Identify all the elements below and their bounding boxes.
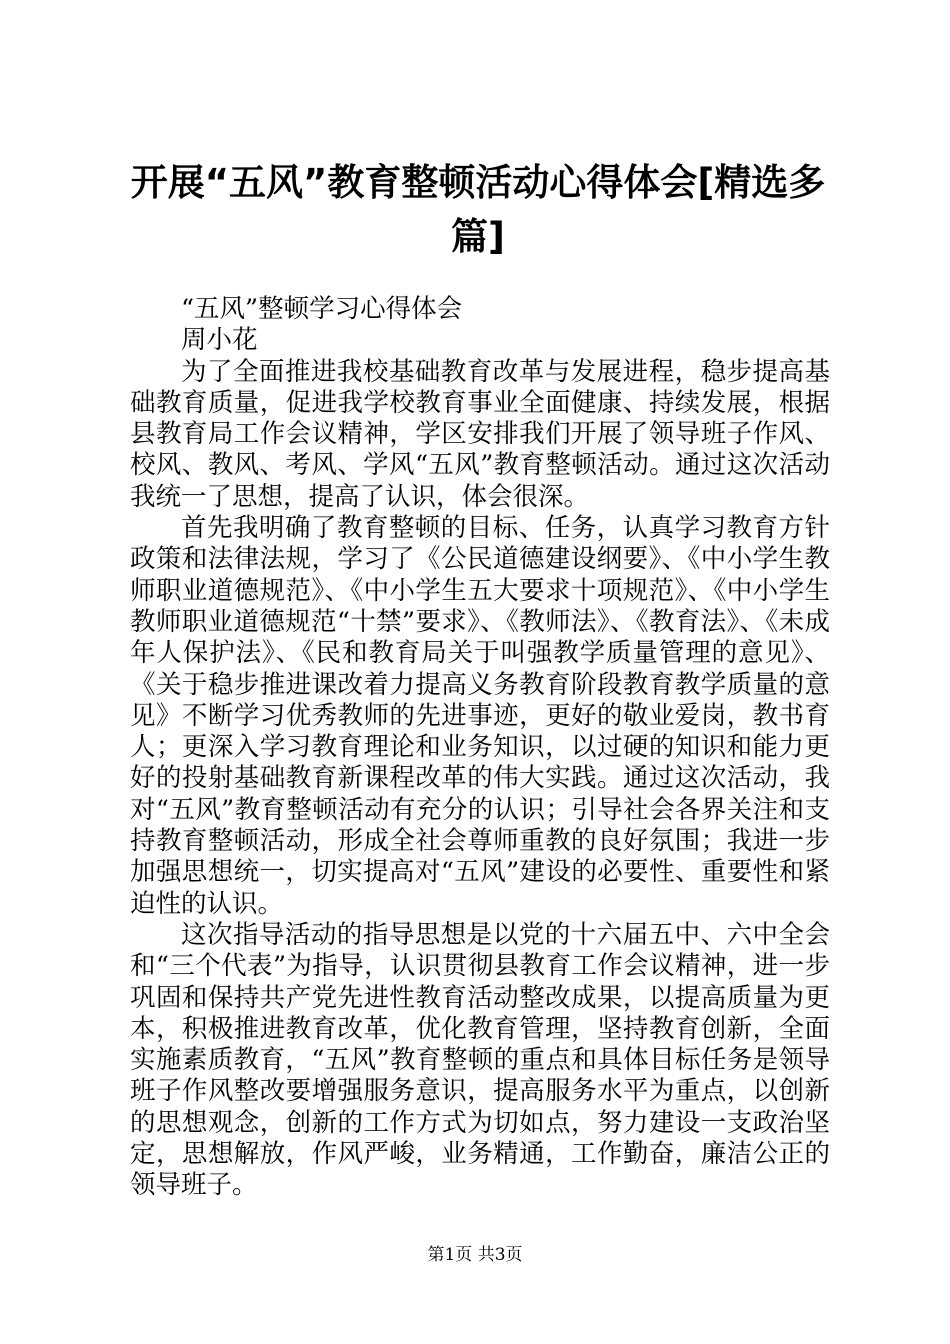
author-name: 周小花	[181, 325, 258, 356]
paragraph: 首先我明确了教育整顿的目标、任务，认真学习教育方针政策和法律法规，学习了《公民道德建设纲要》、《中小学生教师职业道德规范》、《中小学生五大要求十项规范》、《中小学生教师职业道德规范“十禁”要求》、《教师法》、《教育法》、《未成年人保护法》、《民和教育局关于叫强教学质量管理的意见》、《关于稳步推进课改着力提高义务教育阶段教育教学质量的意见》不断学习优秀教师的先进事迹，更好的敬业爱岗，教书育人；更深入学习教育理论和业务知识，以过硬的知识和能力更好的投射基础教育新课程改革的伟大实践。通过这次活动，我对“五风”教育整顿活动有充分的认识；引导社会各界关注和支持教育整顿活动，形成全社会尊师重教的良好氛围；我进一步加强思想统一，切实提高对“五风”建设的必要性、重要性和紧迫性的认识。	[130, 513, 830, 919]
paragraph: 这次指导活动的指导思想是以党的十六届五中、六中全会和“三个代表”为指导，认识贯彻县教育工作会议精神，进一步巩固和保持共产党先进性教育活动整改成果，以提高质量为更本，积极推进教育改革，优化教育管理，坚持教育创新，全面实施素质教育，“五风”教育整顿的重点和具体目标任务是领导班子作风整改要增强服务意识，提高服务水平为重点，以创新的思想观念，创新的工作方式为切如点，努力建设一支政治坚定，思想解放，作风严峻，业务精通，工作勤奋，廉洁公正的领导班子。	[130, 919, 830, 1201]
paragraph: 为了全面推进我校基础教育改革与发展进程，稳步提高基础教育质量，促进我学校教育事业全面健康、持续发展，根据县教育局工作会议精神，学区安排我们开展了领导班子作风、校风、教风、考风、学风“五风”教育整顿活动。通过这次活动我统一了思想，提高了认识，体会很深。	[130, 356, 830, 512]
subtitle: “五风”整顿学习心得体会	[181, 294, 463, 324]
document-body	[130, 294, 830, 1202]
page-footer: 第1页 共3页	[427, 1245, 523, 1265]
document-title: 开展“五风”教育整顿活动心得体会[精选多篇]	[130, 161, 826, 258]
